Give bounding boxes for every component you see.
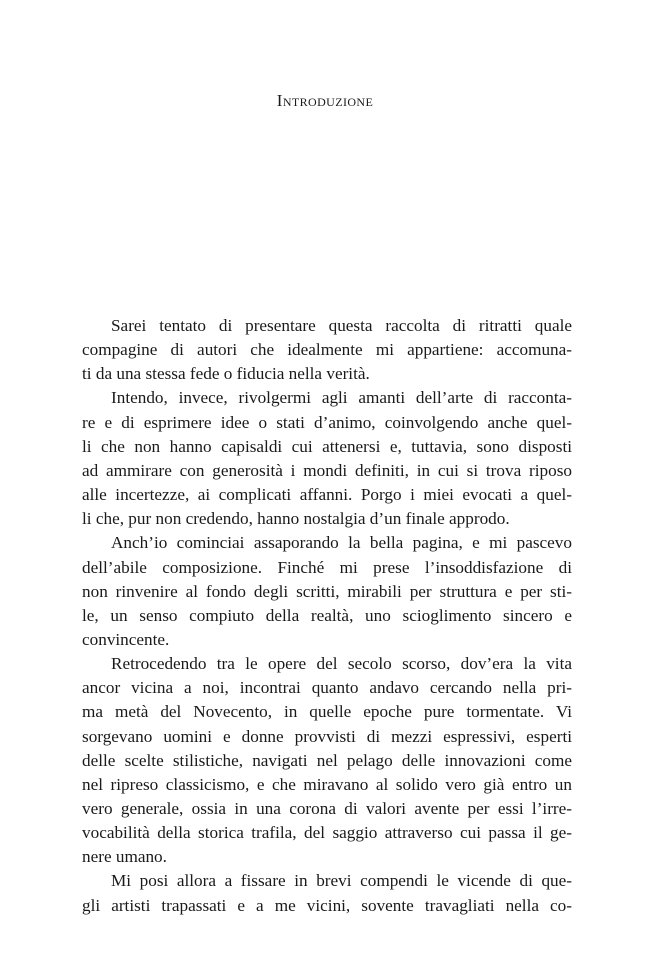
text-line: sorgevano uomini e donne provvisti di mezzi espressivi, esperti — [82, 726, 572, 746]
text-line: nel ripreso classicismo, e che miravano al solido vero già entro un — [82, 774, 572, 794]
text-line: ma metà del Novecento, in quelle epoche pure tormentate. Vi — [82, 702, 572, 722]
text-line: li che non hanno capisaldi cui attenersi e, tuttavia, sono disposti — [82, 436, 572, 456]
text-line: dell’abile composizione. Finché mi prese l’insoddisfazione di — [82, 557, 572, 577]
text-line: vero generale, ossia in una corona di valori avente per essi l’irre- — [82, 799, 572, 818]
text-line: gli artisti trapassati e a me vicini, sovente travagliati nella co- — [82, 895, 572, 915]
text-line: Sarei tentato di presentare questa raccolta di ritratti quale — [111, 316, 572, 335]
text-line: re e di esprimere idee o stati d’animo, coinvolgendo anche quel- — [82, 412, 572, 432]
chapter-title: Introduzione — [276, 91, 374, 110]
text-line: nere umano. — [82, 847, 167, 867]
text-line: ad ammirare con generosità i mondi definiti, in cui si trova riposo — [82, 460, 572, 480]
text-line: vocabilità della storica trafila, del saggio attraverso cui passa il ge- — [82, 823, 572, 843]
text-line: ancor vicina a noi, incontrai quanto andavo cercando nella pri- — [82, 678, 572, 698]
text-line: convincente. — [82, 629, 170, 649]
text-line: li che, pur non credendo, hanno nostalgia d’un finale approdo. — [82, 509, 510, 529]
text-line: ti da una stessa fede o fiducia nella verità. — [82, 364, 370, 384]
text-line: Anch’io cominciai assaporando la bella pagina, e mi pascevo — [111, 533, 572, 553]
text-line: Retrocedendo tra le opere del secolo scorso, dov’era la vita — [111, 654, 572, 674]
text-line: non rinvenire al fondo degli scritti, mirabili per struttura e per sti- — [82, 581, 572, 601]
text-line: alle incertezze, ai complicati affanni. Porgo i miei evocati a quel- — [82, 485, 572, 505]
text-line: Intendo, invece, rivolgermi agli amanti dell’arte di racconta- — [111, 388, 572, 408]
text-line: delle scelte stilistiche, navigati nel pelago delle innovazioni come — [82, 750, 572, 770]
text-line: le, un senso compiuto della realtà, uno scioglimento sincero e — [82, 605, 572, 625]
text-line: Mi posi allora a fissare in brevi compendi le vicende di que- — [111, 871, 572, 891]
text-line: compagine di autori che idealmente mi appartiene: accomuna- — [82, 340, 572, 360]
